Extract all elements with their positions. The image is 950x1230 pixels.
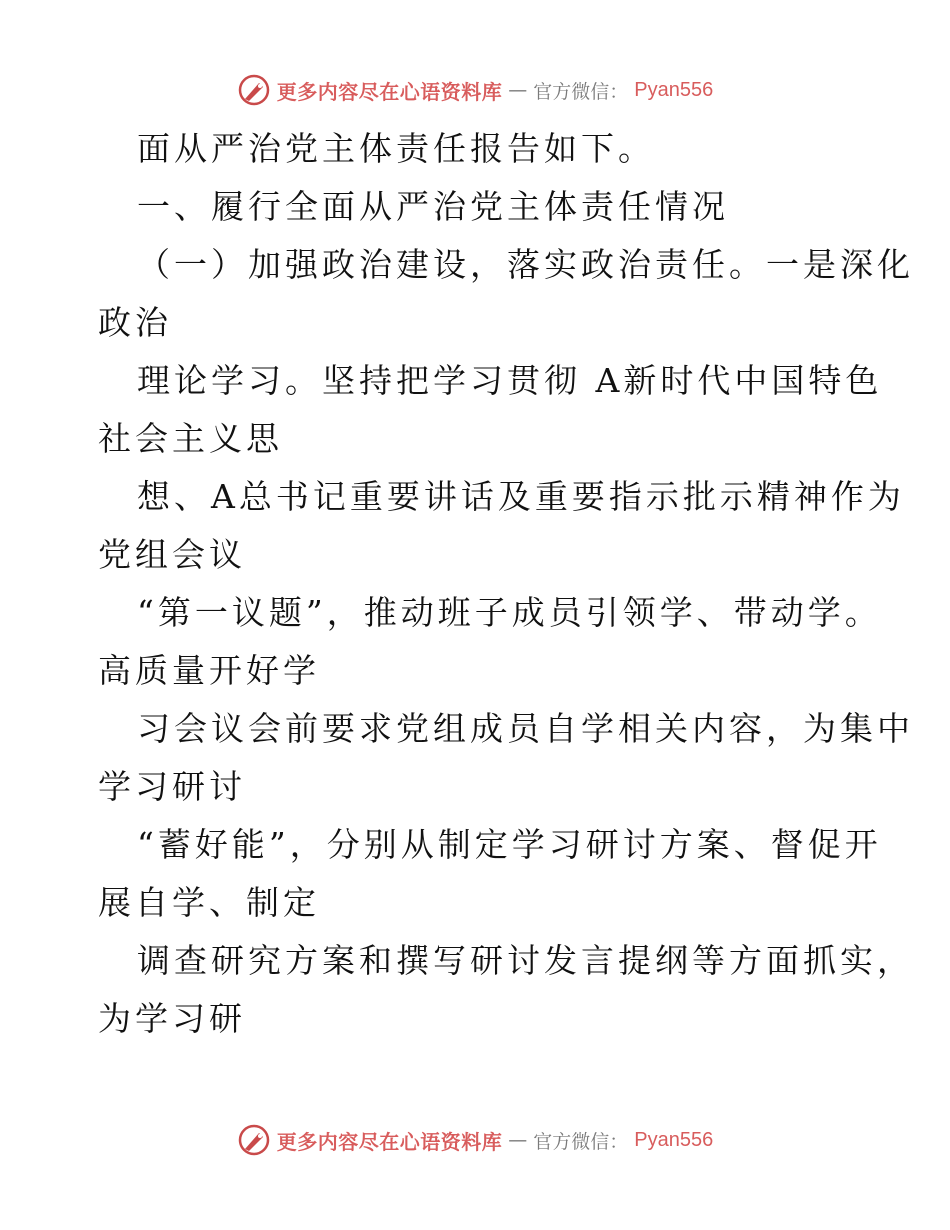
paragraph-line: “第一议题”，推动班子成员引领学、带动学。 <box>137 593 882 632</box>
paragraph-line: （一）加强政治建设，落实政治责任。一是深化 <box>137 245 914 284</box>
paragraph-line: 调查研究方案和撰写研讨发言提纲等方面抓实， <box>137 941 914 980</box>
footer-watermark <box>0 1120 950 1160</box>
paragraph-line: 为学习研 <box>98 999 246 1038</box>
watermark-site-text: 更多内容尽在心语资料库 <box>276 79 503 104</box>
paragraph-line: 想、A总书记重要讲话及重要指示批示精神作为 <box>137 477 905 516</box>
watermark-wechat-id: Pyan556 <box>634 78 714 101</box>
watermark-dash: — <box>508 1129 528 1151</box>
header-watermark <box>0 70 950 110</box>
paragraph-line: “蓄好能”，分别从制定学习研讨方案、督促开 <box>137 825 882 864</box>
paragraph-line: 党组会议 <box>98 535 246 574</box>
paragraph-line: 理论学习。坚持把学习贯彻 A新时代中国特色 <box>137 361 883 400</box>
paragraph-line: 高质量开好学 <box>98 651 320 690</box>
watermark-official-text: 官方微信： <box>533 1130 629 1153</box>
paragraph-line: 展自学、制定 <box>98 883 320 922</box>
paragraph-line: 学习研讨 <box>98 767 246 806</box>
paragraph-line: 政治 <box>98 303 172 342</box>
paragraph-line: 习会议会前要求党组成员自学相关内容，为集中 <box>137 709 914 748</box>
paragraph-line: 面从严治党主体责任报告如下。 <box>137 129 655 168</box>
watermark-dash: — <box>508 79 528 101</box>
watermark-site-text: 更多内容尽在心语资料库 <box>276 1129 503 1154</box>
fountain-pen-logo-icon <box>237 73 271 107</box>
watermark-official-text: 官方微信： <box>533 80 629 103</box>
watermark-wechat-id: Pyan556 <box>634 1128 714 1151</box>
paragraph-line: 社会主义思 <box>98 419 283 458</box>
fountain-pen-logo-icon <box>237 1123 271 1157</box>
section-heading: 一、履行全面从严治党主体责任情况 <box>137 187 729 226</box>
